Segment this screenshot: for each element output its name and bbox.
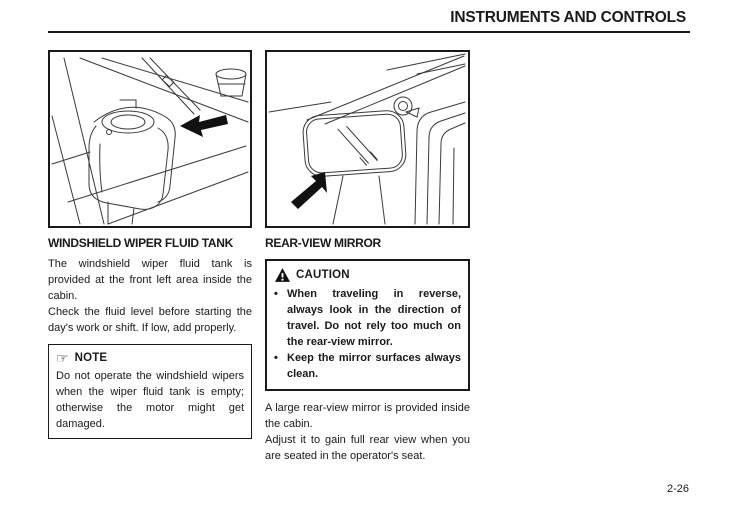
note-box	[48, 344, 252, 439]
bullet-icon: •	[274, 288, 278, 300]
left-column	[48, 236, 252, 439]
caution-label: CAUTION	[296, 269, 350, 281]
warning-triangle-icon	[275, 268, 290, 282]
wiper-tank-illustration	[50, 52, 250, 226]
caution-bullet-text: When traveling in reverse, always look in the direction of travel. Do not rely too much on the rear-view mirror.	[287, 288, 461, 348]
wiper-tank-figure	[48, 50, 252, 228]
mirror-paragraph: Adjust it to gain full rear view when you are seated in the operator's seat.	[265, 434, 470, 462]
caution-bullet-item	[274, 286, 461, 350]
arrow-pointer-icon	[180, 115, 228, 137]
rear-view-mirror-figure	[265, 50, 470, 228]
rear-view-mirror-illustration	[267, 52, 468, 226]
note-body: Do not operate the windshield wipers when the wiper fluid tank is empty; otherwise the motor might get damaged.	[56, 370, 244, 430]
wiper-tank-paragraph: Check the fluid level before starting the day's work or shift. If low, add properly.	[48, 306, 252, 334]
caution-header	[275, 268, 461, 282]
arrow-pointer-icon	[291, 172, 327, 209]
section-title-rear-view-mirror: REAR-VIEW MIRROR	[265, 236, 381, 250]
mirror-paragraph: A large rear-view mirror is provided inside the cabin.	[265, 402, 470, 430]
note-header	[56, 351, 244, 365]
note-label: NOTE	[74, 352, 108, 364]
bullet-icon: •	[274, 352, 278, 364]
right-column	[265, 236, 470, 464]
caution-box	[265, 259, 470, 391]
caution-bullet-item	[274, 350, 461, 382]
caution-bullet-text: Keep the mirror surfaces always clean.	[287, 352, 461, 380]
section-title-wiper-tank: WINDSHIELD WIPER FLUID TANK	[48, 236, 233, 250]
pointing-hand-icon: ☞	[56, 350, 69, 366]
header-rule	[48, 31, 690, 33]
wiper-tank-paragraph: The windshield wiper fluid tank is provided at the front left area inside the cabin.	[48, 258, 252, 302]
page-number: 2-26	[666, 483, 689, 495]
page-header-title: INSTRUMENTS AND CONTROLS	[450, 9, 686, 26]
